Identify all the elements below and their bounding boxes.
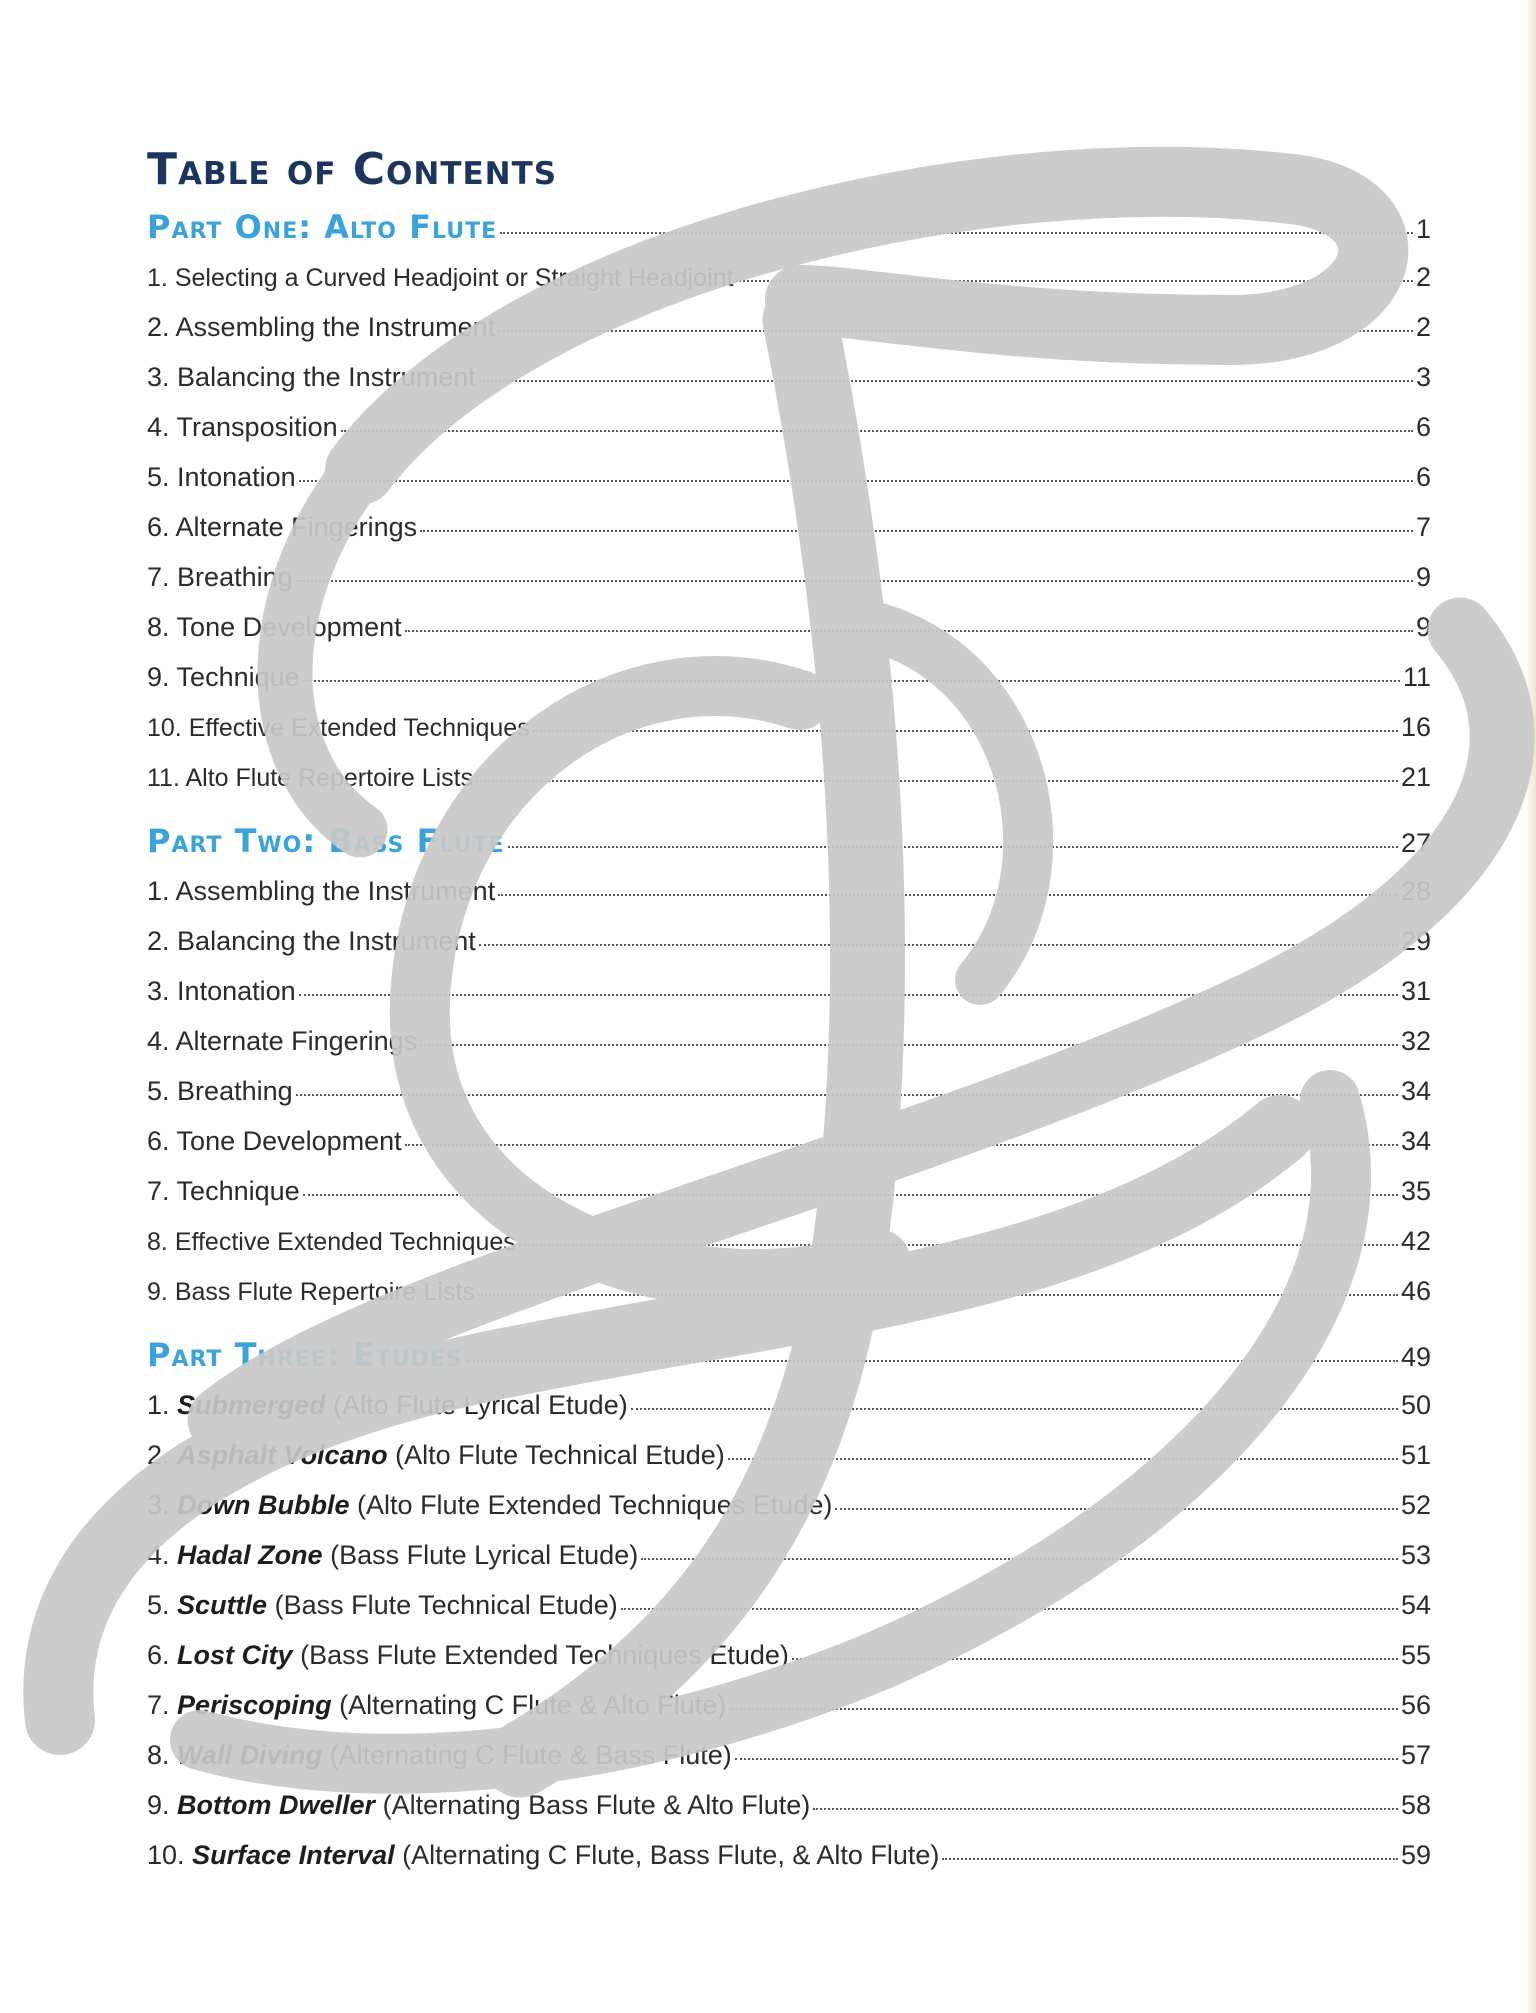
entry-label (147, 1580, 618, 1630)
entry-label (147, 302, 495, 352)
page-edge (1528, 0, 1536, 2013)
toc-entry[interactable] (147, 866, 1431, 916)
page-number: 11 (1402, 662, 1431, 692)
entry-title: Alternate Fingerings (175, 512, 418, 542)
page-number: 6 (1415, 462, 1431, 492)
toc-entry[interactable] (147, 1216, 1431, 1266)
section-heading: Part Three: Etudes (147, 1336, 463, 1374)
page-number: 52 (1400, 1490, 1431, 1520)
etude-subtitle: (Alto Flute Extended Techniques Etude) (357, 1490, 833, 1520)
entry-title: Selecting a Curved Headjoint or Straight Headjoint (174, 264, 734, 292)
entry-label (147, 452, 296, 502)
dot-leader (405, 1144, 1398, 1146)
entry-number: 9. (147, 662, 170, 692)
toc-entry[interactable] (147, 702, 1431, 752)
entry-label (147, 1016, 417, 1066)
entry-label (147, 652, 300, 702)
entry-number: 1. (147, 264, 168, 292)
page-number: 31 (1400, 976, 1431, 1006)
etude-subtitle: (Alternating C Flute & Bass Flute) (329, 1740, 732, 1770)
entry-label (147, 502, 417, 552)
entry-number: 2. (147, 312, 170, 342)
page-number: 46 (1400, 1276, 1431, 1306)
toc-entry[interactable] (147, 302, 1431, 352)
toc-entry[interactable] (147, 1016, 1431, 1066)
dot-leader (728, 1458, 1398, 1460)
entry-number: 9. (147, 1278, 168, 1306)
page-number: 2 (1415, 262, 1431, 292)
etude-title: Wall Diving (177, 1740, 323, 1770)
entry-label (147, 1166, 300, 1216)
toc-entry[interactable] (147, 1730, 1431, 1780)
dot-leader (519, 1244, 1398, 1246)
toc-entry[interactable] (147, 1580, 1431, 1630)
entry-title: Alto Flute Repertoire Lists (185, 764, 474, 792)
toc-entry[interactable] (147, 1530, 1431, 1580)
toc-entry[interactable] (147, 1830, 1431, 1880)
dot-leader (479, 380, 1413, 382)
etude-title: Surface Interval (192, 1840, 395, 1870)
dot-leader (303, 1194, 1398, 1196)
entry-label (147, 253, 733, 303)
page-number: 58 (1400, 1790, 1431, 1820)
entry-label (147, 1267, 475, 1317)
toc-entry[interactable] (147, 1066, 1431, 1116)
page-number: 16 (1400, 712, 1431, 742)
etude-title: Bottom Dweller (177, 1790, 376, 1820)
entry-number: 1. (147, 876, 170, 906)
section-heading-row[interactable] (147, 1330, 1431, 1380)
entry-number: 2. (147, 1440, 170, 1470)
entry-label (147, 402, 338, 452)
toc-entry[interactable] (147, 1680, 1431, 1730)
toc-entry[interactable] (147, 1430, 1431, 1480)
section-heading-row[interactable] (147, 816, 1431, 866)
dot-leader (299, 480, 1413, 482)
page-number: 54 (1400, 1590, 1431, 1620)
entry-label (147, 1530, 638, 1580)
etude-subtitle: (Alternating Bass Flute & Alto Flute) (382, 1790, 811, 1820)
page-number: 42 (1400, 1226, 1431, 1256)
entry-number: 8. (147, 612, 170, 642)
etude-title: Lost City (177, 1640, 293, 1670)
page-number: 29 (1400, 926, 1431, 956)
dot-leader (466, 1360, 1398, 1362)
toc-entry[interactable] (147, 1630, 1431, 1680)
dot-leader (405, 630, 1413, 632)
toc-sections (147, 202, 1431, 1880)
entry-number: 1. (147, 1390, 170, 1420)
page-number: 32 (1400, 1026, 1431, 1056)
entry-label (147, 1430, 725, 1480)
entry-title: Intonation (177, 976, 296, 1006)
entry-number: 2. (147, 926, 170, 956)
dot-leader (303, 680, 1400, 682)
etude-subtitle: (Alto Flute Technical Etude) (395, 1440, 725, 1470)
entry-title: Tone Development (176, 612, 402, 642)
page-number: 53 (1400, 1540, 1431, 1570)
etude-title: Scuttle (177, 1590, 268, 1620)
entry-title: Technique (176, 662, 300, 692)
dot-leader (508, 846, 1398, 848)
entry-title: Transposition (176, 412, 338, 442)
entry-title: Balancing the Instrument (177, 362, 476, 392)
entry-label (147, 966, 296, 1016)
entry-label (147, 753, 473, 803)
section-heading-row[interactable] (147, 202, 1431, 252)
dot-leader (479, 944, 1398, 946)
section-heading: Part One: Alto Flute (147, 208, 498, 246)
etude-subtitle: (Bass Flute Technical Etude) (274, 1590, 618, 1620)
entry-title: Breathing (177, 1076, 293, 1106)
toc-entry[interactable] (147, 1380, 1431, 1430)
entry-number: 7. (147, 1690, 170, 1720)
toc-entry[interactable] (147, 1480, 1431, 1530)
toc-entry[interactable] (147, 552, 1431, 602)
page-number: 1 (1415, 214, 1431, 244)
page-number: 21 (1400, 762, 1431, 792)
entry-label (147, 1630, 789, 1680)
dot-leader (533, 730, 1398, 732)
page-number: 27 (1400, 828, 1431, 858)
entry-label (147, 1480, 832, 1530)
page-number: 9 (1415, 612, 1431, 642)
dot-leader (498, 894, 1398, 896)
entry-number: 7. (147, 562, 170, 592)
toc-entry[interactable] (147, 966, 1431, 1016)
entry-number: 3. (147, 1490, 170, 1520)
page-number: 3 (1415, 362, 1431, 392)
entry-title: Breathing (177, 562, 293, 592)
toc-entry[interactable] (147, 452, 1431, 502)
toc-entry[interactable] (147, 252, 1431, 302)
etude-subtitle: (Alternating C Flute, Bass Flute, & Alto Flute) (402, 1840, 940, 1870)
entry-title: Bass Flute Repertoire Lists (174, 1278, 475, 1306)
entry-number: 10. (147, 1840, 185, 1870)
entry-label (147, 552, 293, 602)
entry-title: Assembling the Instrument (175, 312, 496, 342)
entry-number: 3. (147, 362, 170, 392)
page-number: 34 (1400, 1076, 1431, 1106)
entry-number: 10. (147, 714, 182, 742)
entry-title: Effective Extended Techniques (174, 1228, 516, 1256)
entry-number: 6. (147, 512, 170, 542)
entry-title: Effective Extended Techniques (188, 714, 530, 742)
dot-leader (942, 1858, 1398, 1860)
etude-title: Asphalt Volcano (177, 1440, 388, 1470)
dot-leader (631, 1408, 1398, 1410)
page-number: 9 (1415, 562, 1431, 592)
etude-title: Hadal Zone (177, 1540, 323, 1570)
toc-entry[interactable] (147, 1116, 1431, 1166)
entry-label (147, 703, 530, 753)
entry-number: 8. (147, 1740, 170, 1770)
page-number: 49 (1400, 1342, 1431, 1372)
entry-number: 8. (147, 1228, 168, 1256)
etude-subtitle: (Bass Flute Extended Techniques Etude) (300, 1640, 789, 1670)
entry-number: 4. (147, 1540, 170, 1570)
entry-number: 5. (147, 462, 170, 492)
entry-label (147, 1780, 810, 1830)
page-number: 35 (1400, 1176, 1431, 1206)
entry-title: Balancing the Instrument (177, 926, 476, 956)
entry-number: 5. (147, 1590, 170, 1620)
dot-leader (641, 1558, 1398, 1560)
entry-label (147, 1680, 726, 1730)
toc-entry[interactable] (147, 916, 1431, 966)
table-of-contents (147, 146, 1431, 1880)
etude-title: Submerged (177, 1390, 326, 1420)
toc-entry[interactable] (147, 402, 1431, 452)
etude-title: Down Bubble (177, 1490, 350, 1520)
page-number: 51 (1400, 1440, 1431, 1470)
entry-number: 6. (147, 1640, 170, 1670)
entry-label (147, 1217, 516, 1267)
etude-title: Periscoping (177, 1690, 332, 1720)
etude-subtitle: (Alternating C Flute & Alto Flute) (339, 1690, 727, 1720)
toc-entry[interactable] (147, 652, 1431, 702)
dot-leader (476, 780, 1398, 782)
dot-leader (813, 1808, 1398, 1810)
dot-leader (498, 330, 1413, 332)
toc-entry[interactable] (147, 602, 1431, 652)
dot-leader (500, 232, 1413, 234)
page-number: 50 (1400, 1390, 1431, 1420)
dot-leader (736, 280, 1413, 282)
page-title: Table of Contents (147, 144, 558, 195)
entry-label (147, 1066, 293, 1116)
entry-label (147, 1730, 732, 1780)
entry-title: Alternate Fingerings (175, 1026, 418, 1056)
entry-label (147, 1116, 402, 1166)
entry-label (147, 916, 476, 966)
entry-title: Assembling the Instrument (175, 876, 496, 906)
entry-number: 4. (147, 412, 170, 442)
entry-label (147, 1830, 939, 1880)
toc-entry[interactable] (147, 1266, 1431, 1316)
entry-label (147, 866, 495, 916)
toc-entry[interactable] (147, 502, 1431, 552)
entry-label (147, 602, 402, 652)
entry-number: 4. (147, 1026, 170, 1056)
dot-leader (729, 1708, 1398, 1710)
dot-leader (420, 530, 1413, 532)
entry-number: 3. (147, 976, 170, 1006)
page-number: 55 (1400, 1640, 1431, 1670)
toc-entry[interactable] (147, 352, 1431, 402)
page-number: 28 (1400, 876, 1431, 906)
entry-number: 6. (147, 1126, 170, 1156)
etude-subtitle: (Alto Flute Lyrical Etude) (333, 1390, 628, 1420)
dot-leader (341, 430, 1413, 432)
dot-leader (835, 1508, 1398, 1510)
toc-entry[interactable] (147, 1780, 1431, 1830)
toc-entry[interactable] (147, 752, 1431, 802)
section-heading: Part Two: Bass Flute (147, 822, 505, 860)
entry-title: Tone Development (176, 1126, 402, 1156)
dot-leader (735, 1758, 1398, 1760)
page-number: 6 (1415, 412, 1431, 442)
page-number: 34 (1400, 1126, 1431, 1156)
entry-title: Technique (176, 1176, 300, 1206)
page-number: 2 (1415, 312, 1431, 342)
entry-number: 11. (147, 764, 180, 792)
dot-leader (478, 1294, 1398, 1296)
dot-leader (792, 1658, 1398, 1660)
dot-leader (299, 994, 1398, 996)
toc-entry[interactable] (147, 1166, 1431, 1216)
page-number: 59 (1400, 1840, 1431, 1870)
entry-number: 5. (147, 1076, 170, 1106)
page-number: 57 (1400, 1740, 1431, 1770)
dot-leader (296, 580, 1413, 582)
etude-subtitle: (Bass Flute Lyrical Etude) (330, 1540, 639, 1570)
entry-title: Intonation (177, 462, 296, 492)
dot-leader (420, 1044, 1398, 1046)
dot-leader (621, 1608, 1398, 1610)
entry-number: 9. (147, 1790, 170, 1820)
page-number: 56 (1400, 1690, 1431, 1720)
entry-label (147, 1380, 628, 1430)
entry-number: 7. (147, 1176, 170, 1206)
entry-label (147, 352, 476, 402)
dot-leader (296, 1094, 1398, 1096)
page-number: 7 (1415, 512, 1431, 542)
